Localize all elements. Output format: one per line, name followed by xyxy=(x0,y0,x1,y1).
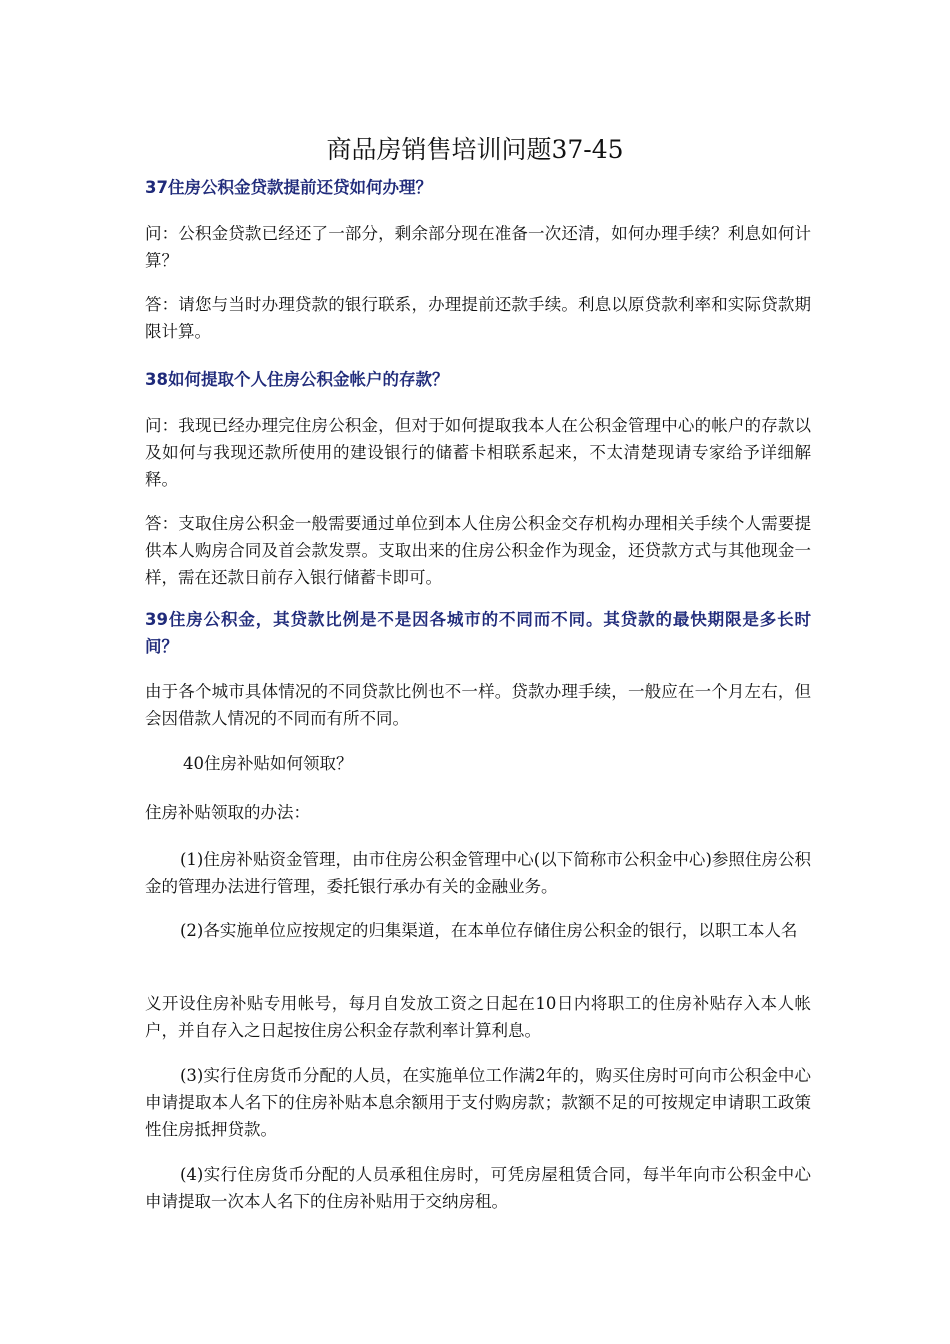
subsidy-item-4: (4)实行住房货币分配的人员承租住房时，可凭房屋租赁合同，每半年向市公积金中心申请提取一次本人名下的住房补贴用于交纳房租。 xyxy=(145,1165,811,1211)
question-40-heading: 40住房补贴如何领取？ xyxy=(183,754,353,773)
question-38-answer: 答：支取住房公积金一般需要通过单位到本人住房公积金交存机构办理相关手续个人需要提供本人购房合同及首会款发票。支取出来的住房公积金作为现金，还贷款方式与其他现金一样，需在还款日前存入银行储蓄卡即可。 xyxy=(145,514,811,587)
question-39-answer: 由于各个城市具体情况的不同贷款比例也不一样。贷款办理手续，一般应在一个月左右，但会因借款人情况的不同而有所不同。 xyxy=(145,682,811,728)
question-37-heading: 37住房公积金贷款提前还贷如何办理？ xyxy=(145,178,432,197)
subsidy-item-2-part-2: 义开设住房补贴专用帐号，每月自发放工资之日起在10日内将职工的住房补贴存入本人帐户，并自存入之日起按住房公积金存款利率计算利息。 xyxy=(145,994,811,1040)
question-38-ask: 问：我现已经办理完住房公积金，但对于如何提取我本人在公积金管理中心的帐户的存款以及如何与我现还款所使用的建设银行的储蓄卡相联系起来，不太清楚现请专家给予详细解释。 xyxy=(145,416,811,489)
question-37-ask: 问：公积金贷款已经还了一部分，剩余部分现在准备一次还清，如何办理手续？利息如何计算？ xyxy=(145,224,811,270)
page-title: 商品房销售培训问题37-45 xyxy=(326,135,624,164)
question-40-intro: 住房补贴领取的办法： xyxy=(145,803,310,822)
subsidy-item-3: (3)实行住房货币分配的人员，在实施单位工作满2年的，购买住房时可向市公积金中心申请提取本人名下的住房补贴本息余额用于支付购房款；款额不足的可按规定申请职工政策性住房抵押贷款。 xyxy=(145,1066,811,1139)
subsidy-item-2-part-1: (2)各实施单位应按规定的归集渠道，在本单位存储住房公积金的银行，以职工本人名 xyxy=(180,921,798,940)
question-37-answer: 答：请您与当时办理贷款的银行联系，办理提前还款手续。利息以原贷款利率和实际贷款期限计算。 xyxy=(145,295,811,341)
question-39-heading: 39住房公积金，其贷款比例是不是因各城市的不同而不同。其贷款的最快期限是多长时间？ xyxy=(145,610,811,656)
question-38-heading: 38如何提取个人住房公积金帐户的存款？ xyxy=(145,370,449,389)
subsidy-item-1: (1)住房补贴资金管理，由市住房公积金管理中心(以下简称市公积金中心)参照住房公积金的管理办法进行管理，委托银行承办有关的金融业务。 xyxy=(145,850,811,896)
